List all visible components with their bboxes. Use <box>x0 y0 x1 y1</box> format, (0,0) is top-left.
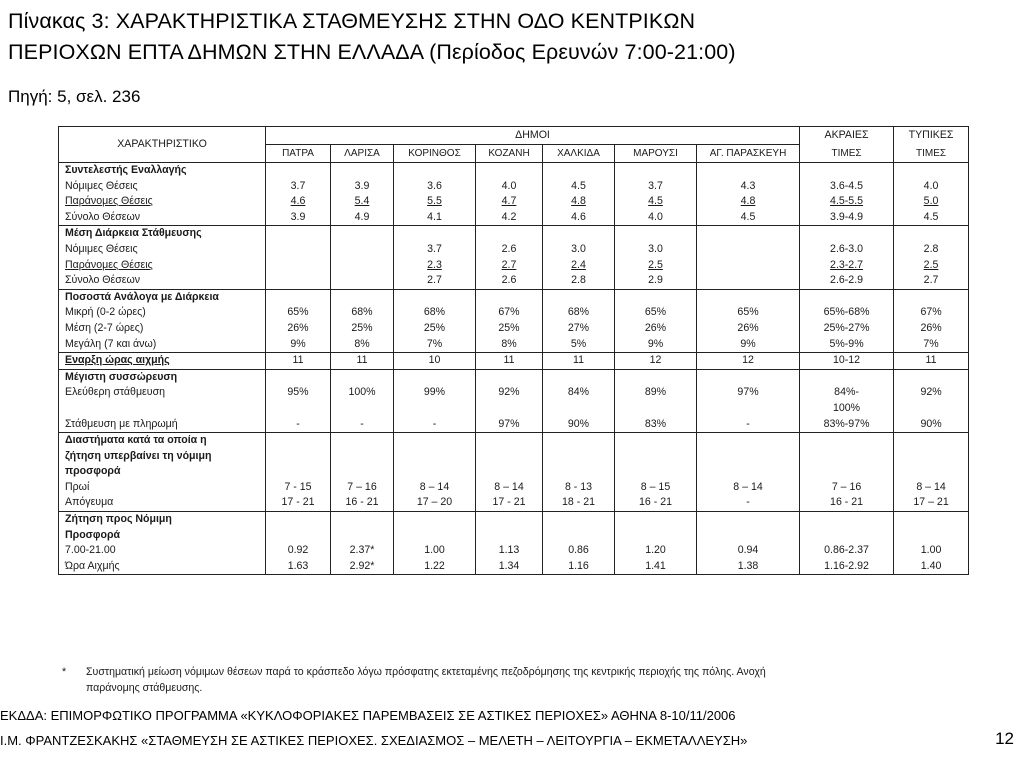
cell: 0.94 <box>697 543 800 559</box>
cell: - <box>266 417 331 433</box>
cell: 2.7 <box>394 273 476 289</box>
cell: 16 - 21 <box>800 495 894 511</box>
cell: 100% <box>800 401 894 417</box>
cell: 4.6 <box>543 210 615 226</box>
table-row <box>59 194 969 210</box>
section-title-line-3: προσφορά <box>59 464 266 480</box>
cell: 100% <box>331 385 394 401</box>
section-title-row <box>59 528 969 544</box>
cell: 1.40 <box>894 559 969 575</box>
cell: 8 – 14 <box>697 480 800 496</box>
cell: 1.13 <box>476 543 543 559</box>
cell: 3.9 <box>331 179 394 195</box>
cell: 5.4 <box>331 194 394 210</box>
section-title-row <box>59 512 969 528</box>
header-city: ΛΑΡΙΣΑ <box>331 145 394 163</box>
cell: 84% <box>543 385 615 401</box>
header-municipalities: ΔΗΜΟΙ <box>266 127 800 145</box>
header-city: ΠΑΤΡΑ <box>266 145 331 163</box>
cell: 65% <box>615 305 697 321</box>
cell: 25% <box>394 321 476 337</box>
cell: 83%-97% <box>800 417 894 433</box>
footnote-line-1 <box>62 664 962 680</box>
table-row <box>59 385 969 401</box>
cell: 4.8 <box>543 194 615 210</box>
cell: 3.6 <box>394 179 476 195</box>
cell: 4.5 <box>615 194 697 210</box>
cell: 4.2 <box>476 210 543 226</box>
cell: 3.6-4.5 <box>800 179 894 195</box>
cell: 1.16 <box>543 559 615 575</box>
section-title: Συντελεστής Εναλλαγής <box>59 163 266 179</box>
cell: 9% <box>697 337 800 353</box>
title-line-1: Πίνακας 3: ΧΑΡΑΚΤΗΡΙΣΤΙΚΑ ΣΤΑΘΜΕΥΣΗΣ ΣΤΗΝ ΟΔΟ ΚΕΝΤΡΙΚΩΝ <box>8 9 696 33</box>
cell: 2.5 <box>615 258 697 274</box>
cell: 2.8 <box>894 242 969 258</box>
cell: 2.7 <box>476 258 543 274</box>
cell: 9% <box>615 337 697 353</box>
cell: 1.41 <box>615 559 697 575</box>
cell: 2.8 <box>543 273 615 289</box>
cell: 4.8 <box>697 194 800 210</box>
cell: 5.0 <box>894 194 969 210</box>
header-extreme-2: ΤΙΜΕΣ <box>800 145 894 163</box>
source-note: Πηγή: 5, σελ. 236 <box>8 87 141 106</box>
cell: 3.7 <box>615 179 697 195</box>
section-title-row <box>59 226 969 242</box>
cell: 25% <box>476 321 543 337</box>
table-row <box>59 353 969 370</box>
header-city: ΚΟΡΙΝΘΟΣ <box>394 145 476 163</box>
cell: 7 – 16 <box>800 480 894 496</box>
cell: 17 - 21 <box>266 495 331 511</box>
row-label: Ελεύθερη στάθμευση <box>59 385 266 401</box>
header-city: ΧΑΛΚΙΔΑ <box>543 145 615 163</box>
cell: 3.9-4.9 <box>800 210 894 226</box>
table-row <box>59 179 969 195</box>
cell: 2.4 <box>543 258 615 274</box>
cell: 4.7 <box>476 194 543 210</box>
table-header-row-1 <box>59 127 969 145</box>
cell <box>697 242 800 258</box>
cell: 67% <box>894 305 969 321</box>
cell: 27% <box>543 321 615 337</box>
cell: 25%-27% <box>800 321 894 337</box>
cell <box>266 258 331 274</box>
table-row <box>59 273 969 289</box>
header-extreme-1: ΑΚΡΑΙΕΣ <box>800 127 894 145</box>
cell: 89% <box>615 385 697 401</box>
header-typical-2: ΤΙΜΕΣ <box>894 145 969 163</box>
section-title-row <box>59 163 969 179</box>
cell: 1.38 <box>697 559 800 575</box>
cell: 3.0 <box>615 242 697 258</box>
cell: 3.7 <box>266 179 331 195</box>
cell <box>697 273 800 289</box>
cell: 97% <box>697 385 800 401</box>
cell: 68% <box>394 305 476 321</box>
cell: 4.5 <box>894 210 969 226</box>
cell: 11 <box>266 353 331 370</box>
row-label: Μεγάλη (7 και άνω) <box>59 337 266 353</box>
row-label: Νόμιμες Θέσεις <box>59 179 266 195</box>
table-row <box>59 337 969 353</box>
cell: 26% <box>266 321 331 337</box>
cell: 4.0 <box>476 179 543 195</box>
table-row <box>59 559 969 575</box>
section-title-line-2: Προσφορά <box>59 528 266 544</box>
cell: 2.7 <box>894 273 969 289</box>
cell: 9% <box>266 337 331 353</box>
cell: 65% <box>697 305 800 321</box>
cell: 2.6-3.0 <box>800 242 894 258</box>
section-title-line-1: Ζήτηση προς Νόμιμη <box>59 512 266 528</box>
cell: 8 – 15 <box>615 480 697 496</box>
header-city: ΑΓ. ΠΑΡΑΣΚΕΥΗ <box>697 145 800 163</box>
page-number: 12 <box>995 729 1014 748</box>
cell: 7% <box>894 337 969 353</box>
cell: 17 – 20 <box>394 495 476 511</box>
cell: 8% <box>331 337 394 353</box>
cell: 4.0 <box>615 210 697 226</box>
cell: 68% <box>543 305 615 321</box>
slide-title <box>8 6 1018 68</box>
cell: 2.9 <box>615 273 697 289</box>
table-row <box>59 495 969 511</box>
author-credit: Ι.Μ. ΦΡΑΝΤΖΕΣΚΑΚΗΣ «ΣΤΑΘΜΕΥΣΗ ΣΕ ΑΣΤΙΚΕΣ ΠΕΡΙΟΧΕΣ. ΣΧΕΔΙΑΣΜΟΣ – ΜΕΛΕΤΗ – ΛΕΙΤΟΥΡΓΙΑ – ΕΚΜΕΤΑΛΛΕΥΣΗ» <box>0 733 748 748</box>
row-label: Σύνολο Θέσεων <box>59 273 266 289</box>
section-title-row <box>59 369 969 385</box>
cell: 1.20 <box>615 543 697 559</box>
cell: 4.6 <box>266 194 331 210</box>
row-label: Νόμιμες Θέσεις <box>59 242 266 258</box>
table-row <box>59 417 969 433</box>
row-label: 7.00-21.00 <box>59 543 266 559</box>
cell: 2.37* <box>331 543 394 559</box>
section-title-row <box>59 289 969 305</box>
cell: 7 - 15 <box>266 480 331 496</box>
header-typical-1: ΤΥΠΙΚΕΣ <box>894 127 969 145</box>
cell: 3.7 <box>394 242 476 258</box>
table-row <box>59 480 969 496</box>
section-title-line-2: ζήτηση υπερβαίνει τη νόμιμη <box>59 449 266 465</box>
cell: - <box>331 417 394 433</box>
cell: 0.92 <box>266 543 331 559</box>
cell: 7% <box>394 337 476 353</box>
cell: 3.0 <box>543 242 615 258</box>
row-label: Πρωί <box>59 480 266 496</box>
cell: 18 - 21 <box>543 495 615 511</box>
cell: - <box>697 495 800 511</box>
cell: - <box>394 417 476 433</box>
cell: 11 <box>894 353 969 370</box>
cell: 4.1 <box>394 210 476 226</box>
row-label: Παράνομες Θέσεις <box>59 194 266 210</box>
cell: 4.5 <box>697 210 800 226</box>
parking-table <box>58 126 968 575</box>
cell: 4.3 <box>697 179 800 195</box>
section-title: Μέση Διάρκεια Στάθμευσης <box>59 226 266 242</box>
cell: 26% <box>615 321 697 337</box>
cell: 65%-68% <box>800 305 894 321</box>
row-label: Σύνολο Θέσεων <box>59 210 266 226</box>
cell <box>331 258 394 274</box>
section-title-line-1: Διαστήματα κατά τα οποία η <box>59 433 266 449</box>
cell: 2.6-2.9 <box>800 273 894 289</box>
cell: 4.5-5.5 <box>800 194 894 210</box>
cell: 1.34 <box>476 559 543 575</box>
cell: 10 <box>394 353 476 370</box>
cell: 90% <box>543 417 615 433</box>
title-line-2: ΠΕΡΙΟΧΩΝ ΕΠΤΑ ΔΗΜΩΝ ΣΤΗΝ ΕΛΛΑΔΑ (Περίοδος Ερευνών 7:00-21:00) <box>8 40 736 64</box>
cell: 5.5 <box>394 194 476 210</box>
cell: 11 <box>331 353 394 370</box>
cell: 2.6 <box>476 242 543 258</box>
cell: 5%-9% <box>800 337 894 353</box>
cell: 95% <box>266 385 331 401</box>
row-label: Στάθμευση με πληρωμή <box>59 417 266 433</box>
cell: 8% <box>476 337 543 353</box>
cell: 90% <box>894 417 969 433</box>
table-row <box>59 401 969 417</box>
cell: 1.16-2.92 <box>800 559 894 575</box>
cell: 4.5 <box>543 179 615 195</box>
cell: 8 – 14 <box>476 480 543 496</box>
cell: 5% <box>543 337 615 353</box>
cell: 1.00 <box>394 543 476 559</box>
section-title-row <box>59 449 969 465</box>
cell: 68% <box>331 305 394 321</box>
cell: 11 <box>543 353 615 370</box>
cell <box>266 242 331 258</box>
section-title-row <box>59 433 969 449</box>
section-title: Ποσοστά Ανάλογα με Διάρκεια <box>59 289 266 305</box>
cell: 2.3-2.7 <box>800 258 894 274</box>
row-label: Απόγευμα <box>59 495 266 511</box>
cell: 97% <box>476 417 543 433</box>
cell: 2.6 <box>476 273 543 289</box>
table-row <box>59 242 969 258</box>
section-title: Εναρξη ώρας αιχμής <box>59 353 266 370</box>
cell: 3.9 <box>266 210 331 226</box>
cell: 8 – 14 <box>394 480 476 496</box>
header-city: ΜΑΡΟΥΣΙ <box>615 145 697 163</box>
row-label: Μέση (2-7 ώρες) <box>59 321 266 337</box>
table-footnote <box>62 664 962 696</box>
cell: 11 <box>476 353 543 370</box>
cell <box>331 273 394 289</box>
cell: 17 – 21 <box>894 495 969 511</box>
cell: 2.92* <box>331 559 394 575</box>
cell: 26% <box>697 321 800 337</box>
cell: 4.0 <box>894 179 969 195</box>
table-row <box>59 543 969 559</box>
cell: 92% <box>476 385 543 401</box>
header-city: ΚΟΖΑΝΗ <box>476 145 543 163</box>
cell: 99% <box>394 385 476 401</box>
section-title: Μέγιστη συσσώρευση <box>59 369 266 385</box>
cell: 1.00 <box>894 543 969 559</box>
cell <box>331 242 394 258</box>
row-label: Μικρή (0-2 ώρες) <box>59 305 266 321</box>
section-title-row <box>59 464 969 480</box>
footnote-text: Συστηματική μείωση νόμιμων θέσεων παρά το κράσπεδο λόγω πρόσφατης εκτεταμένης πεζοδρόμησης της κεντρικής περιοχής της πόλης. Ανοχή <box>86 666 766 678</box>
event-credit: ΕΚΔΔΑ: ΕΠΙΜΟΡΦΩΤΙΚΟ ΠΡΟΓΡΑΜΜΑ «ΚΥΚΛΟΦΟΡΙΑΚΕΣ ΠΑΡΕΜΒΑΣΕΙΣ ΣΕ ΑΣΤΙΚΕΣ ΠΕΡΙΟΧΕΣ» ΑΘΗΝΑ 8-10/11/2006 <box>0 708 736 723</box>
table-row <box>59 321 969 337</box>
cell: 2.5 <box>894 258 969 274</box>
cell: 0.86 <box>543 543 615 559</box>
cell: 12 <box>697 353 800 370</box>
table-row <box>59 305 969 321</box>
cell: 2.3 <box>394 258 476 274</box>
table-row <box>59 210 969 226</box>
cell: 92% <box>894 385 969 401</box>
header-characteristic: ΧΑΡΑΚΤΗΡΙΣΤΙΚΟ <box>59 127 266 163</box>
cell: 26% <box>894 321 969 337</box>
cell <box>266 273 331 289</box>
table-row <box>59 258 969 274</box>
cell: 16 - 21 <box>331 495 394 511</box>
cell: 4.9 <box>331 210 394 226</box>
cell: 10-12 <box>800 353 894 370</box>
row-label: Παράνομες Θέσεις <box>59 258 266 274</box>
cell: 84%- <box>800 385 894 401</box>
cell: 8 - 13 <box>543 480 615 496</box>
cell <box>697 258 800 274</box>
cell: 17 - 21 <box>476 495 543 511</box>
cell: 16 - 21 <box>615 495 697 511</box>
row-label: Ώρα Αιχμής <box>59 559 266 575</box>
cell: 67% <box>476 305 543 321</box>
cell: 12 <box>615 353 697 370</box>
cell: 1.22 <box>394 559 476 575</box>
cell: 1.63 <box>266 559 331 575</box>
cell: 83% <box>615 417 697 433</box>
cell: 65% <box>266 305 331 321</box>
cell: 25% <box>331 321 394 337</box>
footnote-line-2: παράνομης στάθμευσης. <box>86 682 203 694</box>
cell: 0.86-2.37 <box>800 543 894 559</box>
cell: - <box>697 417 800 433</box>
cell: 7 – 16 <box>331 480 394 496</box>
footnote-marker: * <box>62 666 67 678</box>
cell: 8 – 14 <box>894 480 969 496</box>
